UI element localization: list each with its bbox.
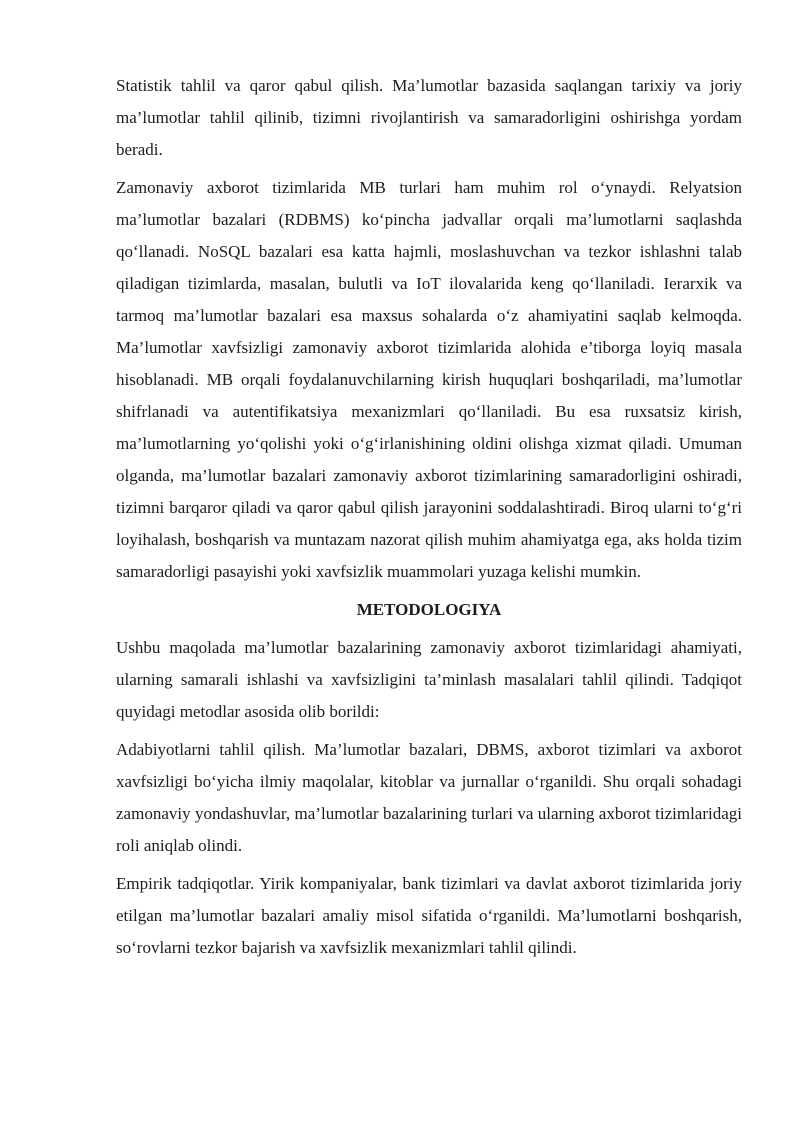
document-page [116,70,742,970]
paragraph-empirical-research: Empirik tadqiqotlar. Yirik kompaniyalar, bank tizimlari va davlat axborot tizimlarida joriy etilgan ma’lumotlar bazalari amaliy misol sifatida o‘rganildi. Ma’lumotlarni boshqarish, so‘rovlarni tezkor bajarish va xavfsizlik mexanizmlari tahlil qilindi. [116,874,742,957]
paragraph-db-types-and-security: Zamonaviy axborot tizimlarida MB turlari ham muhim rol o‘ynaydi. Relyatsion ma’lumotlar bazalari (RDBMS) ko‘pincha jadvallar orqali ma’lumotlarni saqlashda qo‘llanadi. NoSQL bazalari esa katta hajmli, moslashuvchan va tezkor ishlashni talab qiladigan tizimlarda, masalan, bulutli va IoT ilovalarida keng qo‘llaniladi. Ierarxik va tarmoq ma’lumotlar bazalari esa maxsus sohalarda o‘z ahamiyatini saqlab kelmoqda. Ma’lumotlar xavfsizligi zamonaviy axborot tizimlarida alohida e’tiborga loyiq masala hisoblanadi. MB orqali foydalanuvchilarning kirish huquqlari boshqariladi, ma’lumotlar shifrlanadi va autentifikatsiya mexanizmlari qo‘llaniladi. Bu esa ruxsatsiz kirish, ma’lumotlarning yo‘qolishi yoki o‘g‘irlanishining oldini olishga xizmat qiladi. Umuman olganda, ma’lumotlar bazalari zamonaviy axborot tizimlarining samaradorligini oshiradi, tizimni barqaror qiladi va qaror qabul qilish jarayonini soddalashtiradi. Biroq ularni to‘g‘ri loyihalash, boshqarish va muntazam nazorat qilish muhim ahamiyatga ega, aks holda tizim samaradorligi pasayishi yoki xavfsizlik muammolari yuzaga kelishi mumkin. [116,178,742,581]
paragraph-statistical-analysis: Statistik tahlil va qaror qabul qilish. Ma’lumotlar bazasida saqlangan tarixiy va joriy ma’lumotlar tahlil qilinib, tizimni rivojlantirish va samaradorligini oshirishga yordam beradi. [116,76,742,159]
paragraph-literature-analysis: Adabiyotlarni tahlil qilish. Ma’lumotlar bazalari, DBMS, axborot tizimlari va axborot xavfsizligi bo‘yicha ilmiy maqolalar, kitoblar va jurnallar o‘rganildi. Shu orqali sohadagi zamonaviy yondashuvlar, ma’lumotlar bazalarining turlari va ularning axborot tizimlaridagi roli aniqlab olindi. [116,740,742,855]
paragraph-methodology-intro: Ushbu maqolada ma’lumotlar bazalarining zamonaviy axborot tizimlaridagi ahamiyati, ularning samarali ishlashi va xavfsizligini ta’minlash masalalari tahlil qilindi. Tadqiqot quyidagi metodlar asosida olib borildi: [116,638,742,721]
section-heading-methodology: METODOLOGIYA [356,600,502,619]
